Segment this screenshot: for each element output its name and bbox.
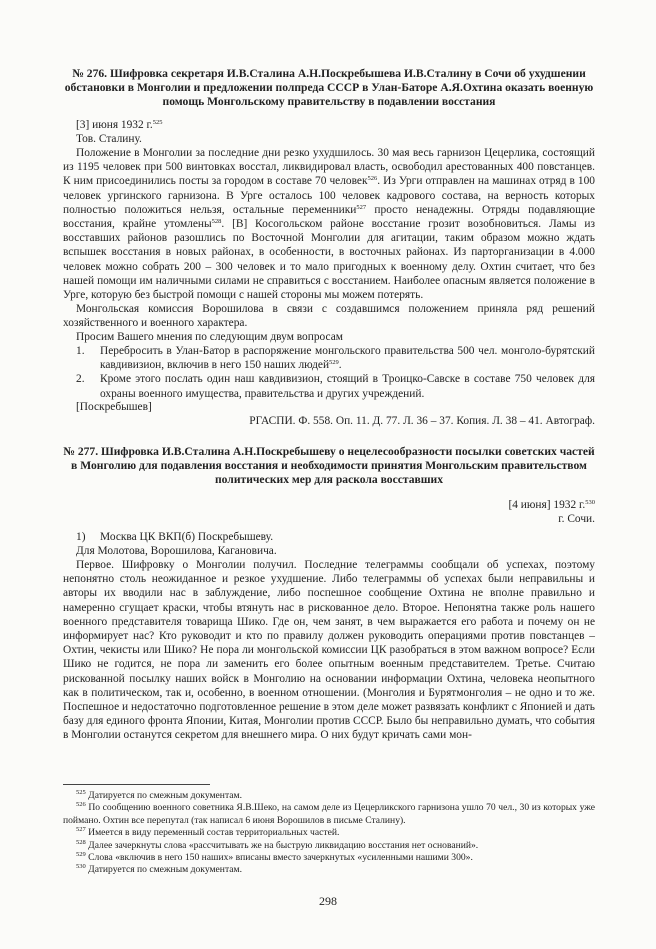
list-text bbox=[100, 344, 595, 372]
list-item bbox=[63, 344, 595, 372]
footnote-527 bbox=[63, 827, 595, 839]
footnote-529 bbox=[63, 852, 595, 864]
footnote-number: 527 bbox=[76, 826, 86, 834]
text-segment: Перебросить в Улан-Батор в распоряжение монгольского правительства 500 чел. монголо-бурятский кавдивизион, включив в него 150 наших людей bbox=[100, 345, 595, 372]
footnote-number: 528 bbox=[76, 838, 86, 846]
doc276-paragraph-3: Просим Вашего мнения по следующим двум вопросам bbox=[76, 331, 343, 343]
footnote-525 bbox=[63, 790, 595, 802]
doc276-addressee: Тов. Сталину. bbox=[76, 133, 142, 145]
doc277-title: № 277. Шифровка И.В.Сталина А.Н.Поскребышеву о нецелесообразности посылки советских частей в Монголию для подавления восстания и необходимости принятия Монгольским правительством политических мер для раскола восставших bbox=[63, 445, 595, 486]
footnote-number: 530 bbox=[76, 863, 86, 871]
footnote-ref[interactable]: 527 bbox=[356, 203, 367, 211]
list-item bbox=[63, 372, 595, 400]
footnote-number: 526 bbox=[76, 801, 86, 809]
list-number: 2. bbox=[76, 373, 85, 386]
footnote-ref[interactable]: 525 bbox=[152, 119, 163, 126]
text-segment: . [В] Косогольском районе восстание грозит возобновиться. Ламы из восставших районов разошлись по Восточной Монголии для агитации, таким образом можно ждать вспышек восстания в новых районах, в особенности, в восточных районах. Из парторганизации в 4.000 человек можно собрать 200 – 300 человек и то мало пригодных к военному делу. Охтин считает, что без нашей помощи им наличными силами не справиться с восстанием. Наиболее опасным является положение в Урге, которую без быстрой помощи с нашей стороны мы можем потерять. bbox=[63, 218, 595, 302]
footnote-divider bbox=[63, 784, 210, 785]
footnote-ref[interactable]: 530 bbox=[585, 499, 595, 506]
doc277-item-1 bbox=[63, 530, 595, 544]
footnote-number: 529 bbox=[76, 851, 86, 859]
doc276-archive-source: РГАСПИ. Ф. 558. Оп. 11. Д. 77. Л. 36 – 37. Копия. Л. 38 – 41. Автограф. bbox=[249, 415, 595, 427]
footnote-text: По сообщению военного советника Я.В.Шеко, на самом деле из Цецерликского гарнизона ушло 70 чел., 30 из которых уже поймано. Охтин все перепутал (так написал 6 июня Ворошилов в письме Сталину). bbox=[63, 802, 595, 826]
doc277-place: г. Сочи. bbox=[558, 513, 595, 525]
text-segment: Положение в Монголии за последние дни резко ухудшилось. 30 мая весь гарнизон Цецерлика, состоящий из 1195 человек при 500 винтовках восстал, ликвидировал власть, освободил арестованных 400 повстанцев. К ним присоединились посты за городом в составе 70 человек bbox=[63, 147, 595, 188]
footnote-530 bbox=[63, 864, 595, 876]
list-text: Москва ЦК ВКП(б) Поскребышеву. bbox=[100, 531, 274, 543]
footnote-text: Датируется по смежным документам. bbox=[88, 864, 242, 876]
doc277-recipients: Для Молотова, Ворошилова, Кагановича. bbox=[76, 545, 277, 557]
text-segment: . Из Урги отправлен на машинах отряд в 100 человек ургинского гарнизона. В Урге осталось 100 человек кадрового состава, на верность которых полностью положиться нельзя, остальные переменники bbox=[63, 175, 595, 216]
footnote-528 bbox=[63, 840, 595, 852]
date-text: [4 июня] 1932 г. bbox=[508, 499, 586, 511]
doc276-paragraph-2: Монгольская комиссия Ворошилова в связи с создавшимся положением приняла ряд решений хозяйственного и военного характера. bbox=[63, 303, 595, 330]
footnote-text: Имеется в виду переменный состав территориальных частей. bbox=[88, 827, 340, 839]
footnote-ref[interactable]: 526 bbox=[367, 175, 378, 183]
date-text: [3] июня 1932 г. bbox=[76, 119, 153, 131]
list-text: Кроме этого послать один наш кавдивизион, стоящий в Троицко-Савске в составе 750 человек для охраны военного имущества, правительства и других учреждений. bbox=[100, 373, 595, 400]
footnote-text: Датируется по смежным документам. bbox=[88, 790, 242, 801]
text-segment: просто ненадежны. Отряды подавляющие восстания, крайне утомлены bbox=[63, 203, 595, 231]
footnote-text: Слова «включив в него 150 наших» вписаны вместо зачеркнутых «усиленными нашими 300». bbox=[88, 852, 473, 864]
list-number: 1. bbox=[76, 345, 85, 357]
footnote-526 bbox=[63, 802, 595, 827]
page-number: 298 bbox=[319, 894, 337, 908]
doc277-date bbox=[63, 498, 595, 512]
doc277-body: Первое. Шифровку о Монголии получил. Последние телеграммы сообщали об успехах, поэтому непонятно столь неожиданное и резкое ухудшение. Либо телеграммы об успехах были неправильны и авторы их вводили нас в заблуждение, либо поспешное сообщение Охтина не вполне правильно и намеренно сгущает краски, чтобы втянуть нас в рискованное дело. Второе. Непонятна также роль нашего военного представителя товарища Шико. Где он, чем занят, в чем выражается его работа и почему он не информирует нас? Кто руководит и кто по правилу должен руководить операциями против повстанцев – Охтин, чекисты или Шико? Не пора ли монгольской комиссии ЦК разобраться в этом важном вопросе? Если Шико не годится, не пора ли заменить его более опытным военным представителем. Третье. Считаю рискованной посылку наших войск в Монголию на основании информации Охтина, человека неопытного как в политическом, так и, особенно, в военном отношении. (Монголия и Бурятмонголия – не одно и то же. Поспешное и недостаточно подготовленное решение в этом деле может развязать конфликт с Японией и дать базу для единого фронта Японии, Китая, Монголии против СССР. Было бы неправильно думать, что события в Монголии останутся секретом для внешнего мира. О них будут кричать сами мон- bbox=[63, 559, 595, 742]
footnotes bbox=[63, 790, 595, 877]
doc276-list bbox=[63, 344, 595, 401]
doc276-date bbox=[63, 118, 608, 132]
doc276-paragraph-1 bbox=[63, 146, 595, 302]
footnote-ref[interactable]: 528 bbox=[211, 218, 222, 226]
doc276-signature: [Поскребышев] bbox=[76, 401, 152, 413]
doc276-title: № 276. Шифровка секретаря И.В.Сталина А.Н.Поскребышева И.В.Сталину в Сочи об ухудшении обстановки в Монголии и предложении полпреда СССР в Улан-Баторе А.Я.Охтина оказать военную помощь Монгольскому правительству в подавлении восстания bbox=[64, 67, 594, 108]
text-segment: . bbox=[338, 359, 342, 372]
footnote-ref[interactable]: 529 bbox=[329, 359, 339, 367]
footnote-number: 525 bbox=[76, 789, 86, 796]
list-number: 1) bbox=[76, 531, 86, 543]
footnote-text: Далее зачеркнуты слова «рассчитывать же на быструю ликвидацию восстания нет оснований». bbox=[88, 839, 479, 851]
